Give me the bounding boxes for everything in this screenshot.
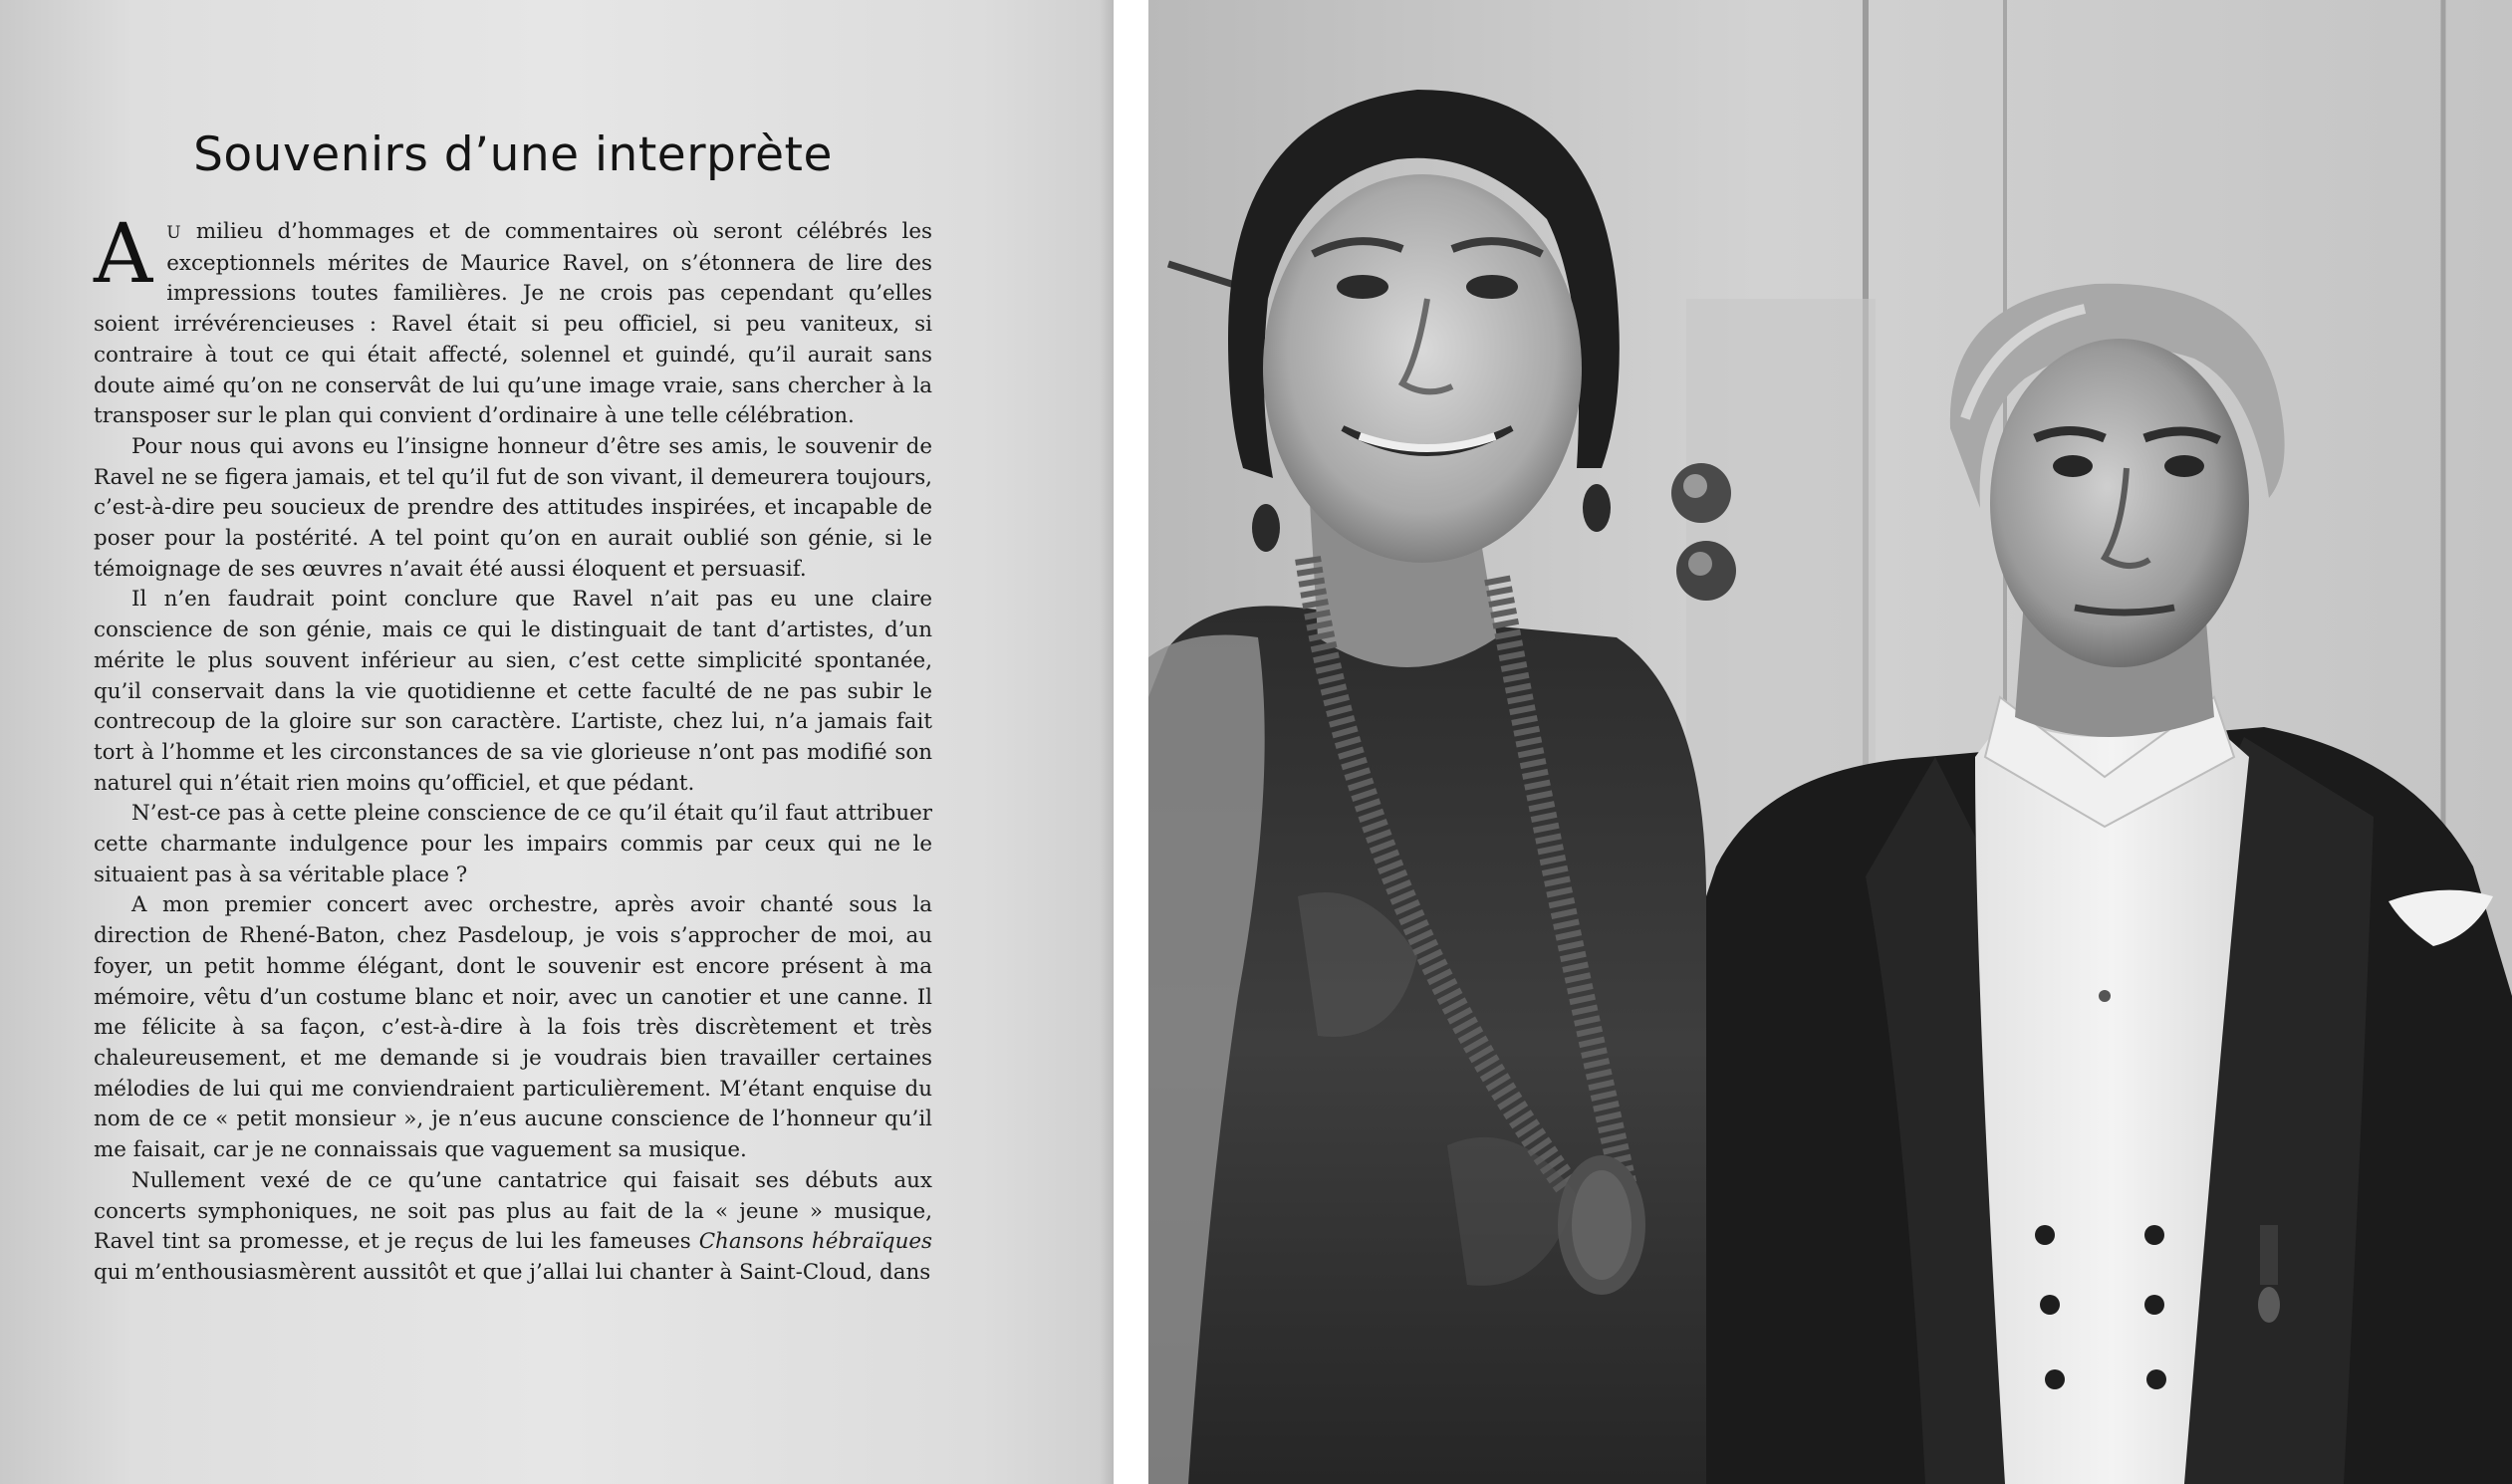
medal-ribbon [2260,1225,2278,1285]
drop-cap: A [94,207,153,302]
italic-title: Chansons hébraïques [698,1229,932,1255]
medal [2258,1287,2280,1323]
article-page [0,0,1114,1484]
article-title: Souvenirs d’une interprète [193,127,833,182]
paragraph-text: Nullement vexé de ce qu’une cantatrice qui faisait ses débuts aux concerts symphoniques, ne soit pas plus au fait de la « jeune » musique, Ravel tint sa promesse, et je reçus de lui les fameuses [94,1167,932,1255]
article-paragraph-1 [94,207,932,432]
article-paragraph-4: N’est-ce pas à cette pleine conscience de ce qu’il était qu’il faut attribuer cette charmante indulgence pour les impairs commis par ceux qui ne le situaient pas à sa véritable place ? [94,801,932,887]
article-paragraph-3: Il n’en faudrait point conclure que Ravel n’ait pas eu une claire conscience de son génie, mais ce qui le distinguait de tant d’artistes, d’un mérite le plus souvent inférieur au sien, c’est cette simplicité spontanée, qu’il conservait dans la vie quotidienne et cette faculté de ne pas subir le contrecoup de la gloire sur son caractère. L’artiste, chez lui, n’a jamais fait tort à l’homme et les circonstances de sa vie glorieuse n’ont pas modifié son naturel qui n’était rien moins qu’officiel, et que pédant. [94,587,932,796]
article-paragraph-2: Pour nous qui avons eu l’insigne honneur d’être ses amis, le souvenir de Ravel ne se figera jamais, et tel qu’il fut de son vivant, il demeurera toujours, c’est-à-dire peu soucieux de prendre des attitudes inspirées, et incapable de poser pour la postérité. A tel point qu’on en aurait oublié son génie, si le témoignage de ses œuvres n’avait été aussi éloquent et persuasif. [94,433,932,582]
first-word-rest: U [166,223,182,243]
article-paragraph-6 [94,1166,932,1289]
man-face [1990,339,2249,667]
portrait-photograph [1148,0,2512,1484]
paragraph-text: qui m’enthousiasmèrent aussitôt et que j’allai lui chanter à Saint-Cloud, dans [94,1259,931,1285]
paragraph-text: milieu d’hommages et de commentaires où seront célébrés les exceptionnels mérites de Maurice Ravel, on s’étonnera de lire des impressions toutes familières. Je ne crois pas cependant qu’elles soient irrévérencieuses : Ravel était si peu officiel, si peu vaniteux, si contraire à tout ce qui était affecté, solennel et guindé, qu’il aurait sans doute aimé qu’on ne conservât de lui qu’une image vraie, sans chercher à la transposer sur le plan qui convient d’ordinaire à une telle célébration. [94,219,932,429]
woman-face [1263,174,1582,563]
article-body [94,207,932,1289]
page-edge-shadow [1100,0,1114,1484]
article-paragraph-5: A mon premier concert avec orchestre, après avoir chanté sous la direction de Rhené-Baton, chez Pasdeloup, je vois s’approcher de moi, au foyer, un petit homme élégant, dont le souvenir est encore présent à ma mémoire, vêtu d’un costume blanc et noir, avec un canotier et une canne. Il me félicite à sa façon, c’est-à-dire à la fois très discrètement et très chaleureusement, et me demande si je voudrais bien travailler certaines mélodies de lui qui me conviendraient particulièrement. M’étant enquise du nom de ce « petit monsieur », je n’eus aucune conscience de l’honneur qu’il me faisait, car je ne connaissais que vaguement sa musique. [94,892,932,1163]
portrait-photo-drawing [1148,0,2512,1484]
